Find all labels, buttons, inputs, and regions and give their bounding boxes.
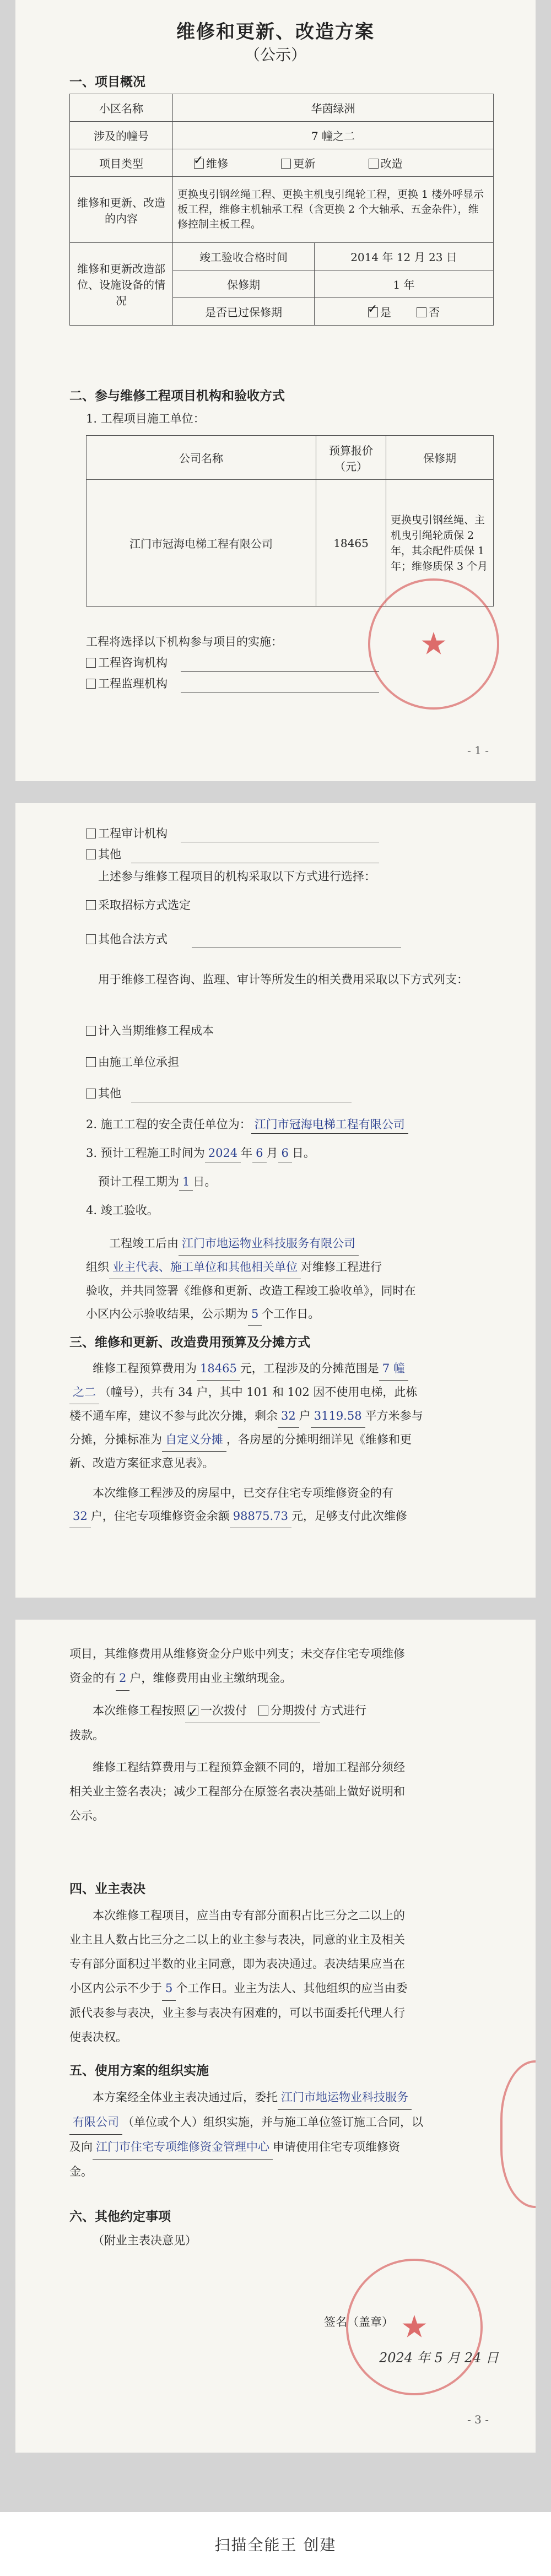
vote-text-4c: 个工作日。业主为法人、其他组织的应当由委 xyxy=(176,1982,408,1995)
budget-households: 32 xyxy=(278,1404,299,1428)
company-seal-3: ★ xyxy=(346,2259,483,2395)
safety-unit-label: 2. 施工工程的安全责任单位为： xyxy=(86,1118,251,1131)
safety-unit-value: 江门市冠海电梯工程有限公司 xyxy=(251,1116,408,1134)
budget-text-2b: （幢号），共有 34 户，其中 101 和 102 因不使用电梯，此栋 xyxy=(99,1386,418,1399)
cell-community-label: 小区名称 xyxy=(70,94,173,122)
section-1-heading: 一、项目概况 xyxy=(69,74,145,89)
option-rebuild: 改造 xyxy=(380,157,403,170)
attachment-note: （附业主表决意见） xyxy=(93,2234,197,2247)
option-audit-agency xyxy=(86,825,168,842)
fund-line-3: 项目，其维修费用从维修资金分户账中列支；未交存住宅专项维修 xyxy=(69,1647,405,1660)
acceptance-line-3: 验收，并共同签署《维修和更新、改造工程竣工验收单》，同时在 xyxy=(86,1284,416,1297)
fund-line-1 xyxy=(69,1481,505,1505)
fee-paragraph: 用于维修工程咨询、监理、审计等所发生的相关费用采取以下方式列支： xyxy=(98,973,468,986)
publicity-days: 5 xyxy=(248,1302,262,1326)
duration-unit: 日。 xyxy=(193,1175,217,1188)
diff-line-2: 相关业主签名表决；减少工程部分在原签名表决基础上做好说明和 xyxy=(69,1785,405,1798)
cell-warranty-detail: 更换曳引钢丝绳、主机曳引绳轮质保 2 年，其余配件质保 1 年；维修质保 3 个月 xyxy=(386,480,494,607)
acceptance-text-1a: 工程竣工后由 xyxy=(109,1237,179,1250)
checkbox-supervise xyxy=(86,679,96,689)
checkbox-installment xyxy=(258,1706,268,1715)
header-company: 公司名称 xyxy=(87,436,316,480)
page-number-1: - 1 - xyxy=(467,744,489,757)
cell-expired-label: 是否已过保修期 xyxy=(173,298,315,326)
option-supervise-agency xyxy=(86,675,168,692)
acceptance-text-4a: 小区内公示验收结果，公示期为 xyxy=(86,1307,248,1321)
section-5-heading: 五、使用方案的组织实施 xyxy=(69,2063,209,2078)
budget-line-4 xyxy=(69,1428,505,1452)
duration-value: 1 xyxy=(179,1173,193,1191)
acceptance-text-2a: 组织 xyxy=(86,1260,109,1274)
duration-line xyxy=(98,1173,216,1191)
diff-line-3: 公示。 xyxy=(69,1809,104,1822)
budget-text-1c: 元，工程涉及的分摊范围是 xyxy=(240,1362,379,1375)
fund-unpaid-households: 2 xyxy=(116,1666,129,1691)
fund-households: 32 xyxy=(69,1505,91,1528)
checkbox-audit xyxy=(86,829,96,838)
impl-text-3c: 申请使用住宅专项维修资 xyxy=(273,2140,400,2153)
label-other-legal: 其他合法方式 xyxy=(98,933,168,946)
option-renew: 更新 xyxy=(293,157,316,170)
vote-line-1 xyxy=(69,1903,505,1928)
impl-organizer: 江门市地运物业科技服务 xyxy=(278,2085,412,2110)
fund-text-4a: 资金的有 xyxy=(69,1671,116,1685)
cell-acceptance-label: 竣工验收合格时间 xyxy=(173,243,315,270)
budget-text-3c: 户 xyxy=(299,1409,311,1422)
impl-text-3a: 及向 xyxy=(69,2140,93,2153)
fund-text-4c: 户，维修费用由业主缴纳现金。 xyxy=(129,1671,292,1685)
schedule-month-unit: 月 xyxy=(266,1146,278,1160)
safety-unit-line xyxy=(86,1116,408,1134)
fund-text-2b: 户，住宅专项维修资金余额 xyxy=(90,1509,230,1523)
impl-text-1a: 本方案经全体业主表决通过后，委托 xyxy=(93,2091,278,2104)
option-other-agency xyxy=(86,846,121,863)
checkbox-consult xyxy=(86,658,96,668)
company-seal-edge xyxy=(500,2060,536,2208)
cell-warranty-value: 1 年 xyxy=(315,270,494,298)
acceptance-line-2 xyxy=(86,1255,505,1279)
vote-line-3: 专有部分面积过半数的业主同意，即为表决通过。表决结果应当在 xyxy=(69,1957,405,1971)
checkbox-yes xyxy=(368,307,378,317)
label-installment: 分期拨付 xyxy=(271,1704,317,1717)
diff-line-1 xyxy=(69,1755,505,1779)
checkbox-rebuild xyxy=(369,159,379,169)
checkbox-fee-cost xyxy=(86,1026,96,1036)
impl-organizer-suffix: 有限公司 xyxy=(69,2110,122,2135)
schedule-month: 6 xyxy=(252,1145,266,1162)
agencies-intro: 工程将选择以下机构参与项目的实施： xyxy=(86,635,283,648)
budget-line-1 xyxy=(69,1357,505,1381)
checkbox-no xyxy=(417,307,426,317)
budget-amount: 18465 xyxy=(197,1357,240,1381)
schedule-year-unit: 年 xyxy=(241,1146,253,1160)
page-3 xyxy=(15,1620,536,2453)
budget-line-3 xyxy=(69,1404,505,1428)
checkbox-other-agency xyxy=(86,849,96,859)
vote-publicity-days: 5 xyxy=(162,1976,176,2001)
budget-line-5: 新、改造方案征求意见表》。 xyxy=(69,1457,214,1470)
option-yes: 是 xyxy=(380,306,391,319)
checkbox-renew xyxy=(281,159,291,169)
checkbox-bidding xyxy=(86,900,96,910)
label-fee-contractor: 由施工单位承担 xyxy=(98,1056,179,1069)
checkbox-lump-sum xyxy=(188,1706,198,1715)
scanner-footer xyxy=(0,2512,551,2576)
schedule-day: 6 xyxy=(278,1145,292,1162)
impl-fund-center: 江门市住宅专项维修资金管理中心 xyxy=(93,2135,273,2160)
checkbox-repair xyxy=(194,159,204,169)
vote-text-1: 本次维修工程项目，应当由专有部分面积占比三分之二以上的 xyxy=(93,1909,405,1922)
company-seal-1: ★ xyxy=(368,578,499,710)
cell-content-value: 更换曳引钢丝绳工程、更换主机曳引绳轮工程，更换 1 楼外呼显示板工程，维修主机轴承工程（含更换 2 个大轴承、五金杂件），维修控制主板工程。 xyxy=(173,177,494,243)
cell-type-label: 项目类型 xyxy=(70,149,173,177)
fund-text-2d: 元，足够支付此次维修 xyxy=(291,1509,407,1523)
label-fee-cost: 计入当期维修工程成本 xyxy=(98,1024,214,1037)
checkbox-other-legal xyxy=(86,934,96,944)
duration-label: 预计工程工期为 xyxy=(98,1175,179,1188)
cell-building-label: 涉及的幢号 xyxy=(70,122,173,149)
schedule-year: 2024 xyxy=(205,1145,241,1162)
cell-company: 江门市冠海电梯工程有限公司 xyxy=(87,480,316,607)
budget-line-2 xyxy=(69,1381,505,1404)
impl-line-3 xyxy=(69,2135,505,2160)
budget-building-suffix: 之二 xyxy=(69,1381,99,1404)
vote-line-4 xyxy=(69,1976,505,2001)
schedule-label: 3. 预计工程施工时间为 xyxy=(86,1146,205,1160)
impl-line-4: 金。 xyxy=(69,2165,93,2178)
payment-options xyxy=(185,1698,320,1723)
budget-text-1a: 维修工程预算费用为 xyxy=(93,1362,197,1375)
scanner-footer-text: 扫描全能王 创建 xyxy=(214,2536,337,2554)
schedule-day-unit: 日。 xyxy=(291,1146,315,1160)
payment-text-1d: 方式进行 xyxy=(320,1704,366,1717)
label-consult: 工程咨询机构 xyxy=(98,656,168,669)
acceptance-heading: 4. 竣工验收。 xyxy=(86,1204,159,1217)
vote-line-5: 派代表参与表决，业主参与表决有困难的，可以书面委托代理人行 xyxy=(69,2006,405,2020)
option-bidding xyxy=(86,897,191,914)
payment-line-1 xyxy=(69,1698,505,1723)
acceptance-organizer: 江门市地运物业科技服务有限公司 xyxy=(179,1232,359,1255)
label-lump-sum: 一次拨付 xyxy=(201,1704,247,1717)
subsection-contractor: 1. 工程项目施工单位： xyxy=(86,412,205,425)
acceptance-line-4 xyxy=(86,1302,505,1326)
label-fee-other: 其他 xyxy=(98,1087,121,1100)
blank-line-consult xyxy=(181,671,379,672)
label-bidding: 采取招标方式选定 xyxy=(98,899,191,912)
budget-text-4c: ，各房屋的分摊明细详见《维修和更 xyxy=(226,1433,412,1446)
diff-text-1: 维修工程结算费用与工程预算金额不同的，增加工程部分须经 xyxy=(93,1761,405,1774)
page-number-3: - 3 - xyxy=(467,2413,489,2426)
option-repair: 维修 xyxy=(206,157,228,170)
checkbox-fee-other xyxy=(86,1089,96,1098)
fund-continued xyxy=(69,1642,505,1828)
page-1 xyxy=(15,0,536,781)
fund-line-4 xyxy=(69,1666,505,1691)
fund-line-2 xyxy=(69,1505,505,1528)
cell-expired-options xyxy=(315,298,494,326)
page-2 xyxy=(15,803,536,1598)
document-subtitle: （公示） xyxy=(244,46,306,64)
label-other-agency: 其他 xyxy=(98,848,121,861)
signature-label: 签名（盖章） xyxy=(324,2315,393,2329)
option-fee-cost xyxy=(86,1022,214,1040)
option-fee-other xyxy=(86,1085,121,1102)
project-overview-table xyxy=(69,94,494,326)
acceptance-participants: 业主代表、施工单位和其他相关单位 xyxy=(109,1255,301,1279)
cell-type-options xyxy=(173,149,494,177)
cell-warranty-label: 保修期 xyxy=(173,270,315,298)
header-price: 预算报价（元） xyxy=(316,436,386,480)
vote-line-2: 业主且人数占比三分之二以上的业主参与表决，同意的业主及相关 xyxy=(69,1933,405,1946)
cell-facility-label: 维修和更新改造部位、设施设备的情况 xyxy=(70,243,173,326)
budget-text-3e: 平方米参与 xyxy=(365,1409,423,1422)
fund-balance: 98875.73 xyxy=(230,1505,291,1528)
budget-text-3a: 楼不通车库，建议不参与此次分摊，剩余 xyxy=(69,1409,278,1422)
vote-line-6: 使表决权。 xyxy=(69,2031,127,2044)
header-warranty: 保修期 xyxy=(386,436,494,480)
acceptance-text-2c: 对维修工程进行 xyxy=(301,1260,382,1274)
option-fee-contractor xyxy=(86,1054,179,1071)
option-consult-agency xyxy=(86,654,168,672)
section-2-heading: 二、参与维修工程项目机构和验收方式 xyxy=(69,388,285,403)
payment-line-2: 拨款。 xyxy=(69,1729,104,1742)
option-no: 否 xyxy=(429,306,440,319)
acceptance-line-1 xyxy=(86,1232,505,1255)
checkbox-fee-contractor xyxy=(86,1057,96,1067)
vote-paragraph xyxy=(69,1903,505,2049)
impl-line-1 xyxy=(69,2085,505,2110)
budget-paragraph xyxy=(69,1357,505,1528)
fund-text-1: 本次维修工程涉及的房屋中，已交存住宅专项维修资金的有 xyxy=(93,1486,393,1500)
signature-date: 2024 年 5 月 24 日 xyxy=(379,2350,499,2366)
implementation-paragraph xyxy=(69,2085,505,2184)
impl-text-2b: （单位或个人）组织实施，并与施工单位签订施工合同，以 xyxy=(122,2115,423,2129)
selection-method-intro: 上述参与维修工程项目的机构采取以下方式进行选择： xyxy=(98,870,376,883)
cell-building-value: 7 幢之二 xyxy=(173,122,494,149)
section-6-heading: 六、其他约定事项 xyxy=(69,2209,171,2224)
budget-method: 自定义分摊 xyxy=(162,1428,226,1452)
document-title: 维修和更新、改造方案 xyxy=(176,21,375,43)
impl-line-2 xyxy=(69,2110,505,2135)
budget-text-4a: 分摊，分摊标准为 xyxy=(69,1433,162,1446)
schedule-line xyxy=(86,1145,315,1162)
label-supervise: 工程监理机构 xyxy=(98,677,168,690)
acceptance-text-4c: 个工作日。 xyxy=(262,1307,320,1321)
cell-content-label: 维修和更新、改造的内容 xyxy=(70,177,173,243)
label-audit: 工程审计机构 xyxy=(98,827,168,840)
cell-acceptance-value: 2014 年 12 月 23 日 xyxy=(315,243,494,270)
budget-area: 3119.58 xyxy=(311,1404,365,1428)
budget-building: 7 幢 xyxy=(379,1357,408,1381)
cell-community-value: 华茵绿洲 xyxy=(173,94,494,122)
section-3-heading: 三、维修和更新、改造费用预算及分摊方式 xyxy=(69,1335,310,1350)
vote-text-4a: 小区内公示不少于 xyxy=(69,1982,162,1995)
acceptance-paragraph xyxy=(86,1232,505,1326)
section-4-heading: 四、业主表决 xyxy=(69,1881,145,1896)
cell-price: 18465 xyxy=(316,480,386,607)
option-other-legal xyxy=(86,931,168,948)
payment-text-1a: 本次维修工程按照 xyxy=(93,1704,185,1717)
